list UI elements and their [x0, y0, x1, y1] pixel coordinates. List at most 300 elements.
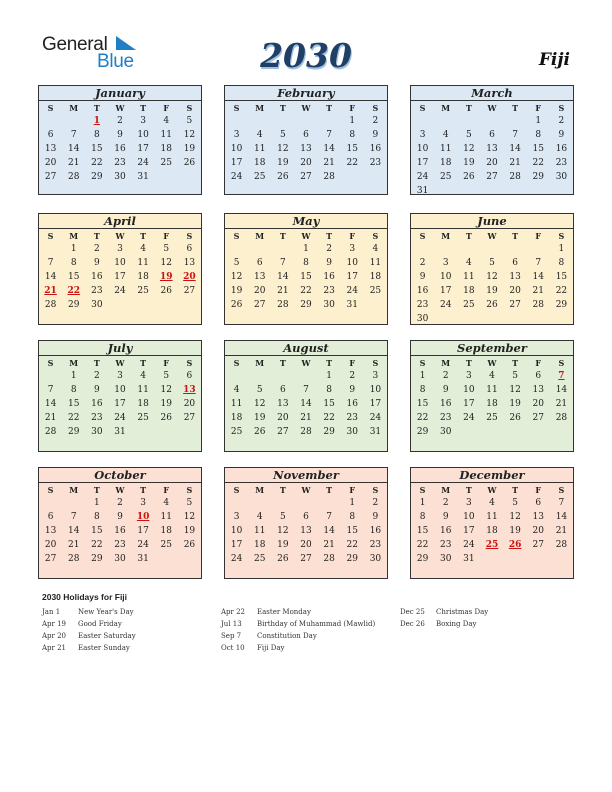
day-cell: 13: [532, 385, 544, 395]
month-march: [410, 85, 574, 195]
day-cell: 25: [137, 286, 149, 296]
day-cell: 1: [419, 498, 426, 508]
weekday-label: M: [69, 357, 79, 368]
day-cell: 14: [67, 144, 80, 154]
empty-cell: [294, 496, 317, 510]
day-cell: 15: [416, 526, 429, 536]
day-cell: 5: [186, 498, 193, 508]
day-cell: 19: [486, 286, 498, 296]
month-title: February: [225, 86, 387, 101]
weekday-label: F: [163, 102, 170, 113]
weekday-label: T: [465, 357, 472, 368]
empty-cell: [457, 242, 480, 256]
day-cell: 15: [91, 144, 103, 154]
empty-cell: [178, 552, 201, 566]
day-cell: 11: [137, 258, 149, 268]
day-cell: 26: [230, 300, 243, 310]
empty-cell: [178, 170, 201, 184]
day-cell: 4: [233, 385, 240, 395]
weekday-label: T: [326, 484, 333, 495]
day-cell: 2: [419, 258, 426, 268]
day-cell: 16: [346, 399, 358, 409]
empty-cell: [178, 298, 201, 312]
empty-cell: [504, 184, 527, 198]
day-cell: 9: [326, 258, 332, 268]
day-cell: 9: [419, 272, 426, 282]
holiday-row: [221, 618, 375, 630]
weekday-label: M: [69, 102, 79, 113]
day-cell: 22: [300, 286, 312, 296]
day-cell: 15: [346, 144, 358, 154]
day-cell: 28: [555, 540, 568, 550]
month-august: [224, 340, 388, 452]
day-cell: 11: [253, 526, 266, 536]
day-cell: 7: [558, 371, 565, 381]
day-cell: 14: [509, 144, 521, 154]
day-cell: 21: [44, 413, 57, 423]
weekday-label: F: [163, 484, 170, 495]
day-cell: 30: [416, 314, 429, 324]
empty-cell: [155, 298, 178, 312]
holiday-row: [221, 606, 375, 618]
day-cell: 24: [230, 554, 243, 564]
empty-cell: [155, 552, 178, 566]
day-cell: 16: [91, 399, 103, 409]
empty-cell: [457, 184, 480, 198]
day-cell: 19: [160, 272, 173, 282]
weekday-label: T: [279, 230, 286, 241]
day-cell: 27: [300, 554, 312, 564]
day-cell: 5: [233, 258, 240, 268]
day-cell: 1: [349, 498, 356, 508]
day-cell: 26: [508, 540, 522, 550]
holiday-name: Easter Saturday: [78, 632, 136, 640]
month-september: [410, 340, 574, 452]
weekday-label: S: [372, 230, 379, 241]
day-cell: 16: [555, 144, 568, 154]
weekday-label: S: [47, 102, 54, 113]
day-cell: 21: [509, 158, 521, 168]
day-cell: 29: [91, 172, 103, 182]
weekday-label: S: [558, 230, 565, 241]
day-cell: 29: [532, 172, 544, 182]
empty-cell: [248, 114, 271, 128]
day-cell: 24: [114, 413, 126, 423]
weekday-label: S: [372, 357, 379, 368]
weekday-label: T: [140, 357, 147, 368]
day-cell: 28: [555, 413, 568, 423]
empty-cell: [527, 552, 550, 566]
empty-cell: [527, 184, 550, 198]
day-cell: 18: [160, 526, 172, 536]
day-cell: 26: [160, 413, 172, 423]
day-cell: 29: [416, 554, 429, 564]
day-cell: 19: [160, 399, 172, 409]
day-cell: 17: [137, 526, 149, 536]
day-cell: 16: [369, 526, 382, 536]
day-cell: 30: [439, 427, 452, 437]
holiday-name: Easter Sunday: [78, 644, 130, 652]
day-cell: 22: [91, 158, 103, 168]
empty-cell: [480, 184, 503, 198]
day-cell: 1: [93, 498, 100, 508]
day-cell: 10: [137, 130, 149, 140]
day-cell: 3: [465, 498, 472, 508]
day-cell: 13: [44, 526, 57, 536]
day-cell: 14: [555, 385, 568, 395]
day-cell: 2: [349, 371, 356, 381]
day-cell: 19: [183, 144, 196, 154]
day-cell: 30: [114, 554, 126, 564]
weekday-label: S: [419, 230, 426, 241]
day-cell: 14: [67, 526, 80, 536]
day-cell: 23: [369, 158, 382, 168]
day-cell: 14: [44, 399, 57, 409]
day-cell: 3: [419, 130, 426, 140]
day-cell: 4: [489, 371, 495, 381]
holiday-row: [42, 642, 136, 654]
day-cell: 8: [303, 258, 309, 268]
day-cell: 2: [442, 371, 449, 381]
holiday-name: Constitution Day: [257, 632, 317, 640]
day-cell: 2: [442, 498, 449, 508]
holiday-name: Boxing Day: [436, 620, 477, 628]
empty-cell: [527, 242, 550, 256]
day-cell: 9: [442, 385, 449, 395]
empty-cell: [341, 170, 364, 184]
day-cell: 10: [346, 258, 358, 268]
day-cell: 8: [419, 512, 426, 522]
day-cell: 9: [117, 130, 123, 140]
holiday-column: [400, 606, 488, 630]
day-cell: 6: [512, 258, 518, 268]
day-cell: 23: [114, 158, 126, 168]
holiday-date: Sep 7: [221, 632, 242, 640]
day-cell: 30: [346, 427, 358, 437]
day-cell: 18: [439, 158, 452, 168]
day-cell: 8: [535, 130, 542, 140]
day-cell: 5: [163, 244, 170, 254]
calendar-year: 2030: [260, 36, 352, 75]
holiday-name: Good Friday: [78, 620, 122, 628]
day-cell: 12: [277, 526, 289, 536]
day-cell: 30: [323, 300, 335, 310]
day-cell: 10: [114, 258, 126, 268]
empty-cell: [225, 114, 248, 128]
holiday-name: Easter Monday: [257, 608, 311, 616]
empty-cell: [550, 184, 573, 198]
day-cell: 28: [300, 427, 312, 437]
day-cell: 23: [439, 540, 452, 550]
day-cell: 10: [369, 385, 382, 395]
holiday-row: [221, 630, 375, 642]
day-cell: 21: [67, 158, 80, 168]
empty-cell: [364, 170, 387, 184]
day-cell: 1: [558, 244, 565, 254]
day-cell: 25: [439, 172, 452, 182]
empty-cell: [248, 496, 271, 510]
day-cell: 7: [279, 258, 286, 268]
day-cell: 20: [300, 158, 312, 168]
day-cell: 12: [253, 399, 266, 409]
day-cell: 28: [67, 172, 80, 182]
empty-cell: [411, 242, 434, 256]
weekday-label: S: [558, 102, 565, 113]
day-cell: 6: [303, 512, 309, 522]
month-title: June: [411, 214, 573, 229]
weekday-label: T: [326, 102, 333, 113]
day-cell: 21: [277, 286, 289, 296]
day-cell: 4: [372, 244, 379, 254]
day-cell: 1: [535, 116, 542, 126]
day-cell: 19: [277, 540, 289, 550]
day-cell: 29: [67, 427, 80, 437]
empty-cell: [457, 425, 480, 439]
day-cell: 6: [47, 512, 54, 522]
day-cell: 27: [532, 540, 544, 550]
day-cell: 4: [465, 258, 472, 268]
day-cell: 5: [465, 130, 472, 140]
day-cell: 13: [509, 272, 521, 282]
day-cell: 25: [253, 554, 266, 564]
empty-cell: [225, 496, 248, 510]
empty-cell: [457, 312, 480, 326]
day-cell: 12: [509, 385, 521, 395]
brand-logo: [40, 34, 150, 74]
empty-cell: [39, 114, 62, 128]
day-cell: 16: [114, 526, 126, 536]
month-july: [38, 340, 202, 452]
day-cell: 1: [326, 371, 332, 381]
weekday-label: M: [255, 357, 265, 368]
weekday-label: T: [512, 484, 519, 495]
day-cell: 23: [369, 540, 382, 550]
day-cell: 16: [439, 526, 452, 536]
holiday-name: Birthday of Muhammad (Mawlid): [257, 620, 376, 628]
day-cell: 3: [372, 371, 379, 381]
day-cell: 12: [486, 272, 498, 282]
empty-cell: [155, 170, 178, 184]
day-cell: 26: [160, 286, 172, 296]
day-cell: 7: [47, 385, 54, 395]
day-cell: 31: [463, 554, 475, 564]
day-cell: 15: [67, 272, 80, 282]
day-cell: 26: [277, 554, 289, 564]
day-cell: 2: [93, 244, 100, 254]
weekday-label: T: [140, 230, 147, 241]
holiday-date: Apr 21: [42, 644, 67, 652]
brand-triangle-icon: [114, 36, 136, 52]
day-cell: 19: [463, 158, 475, 168]
day-cell: 22: [416, 540, 429, 550]
day-cell: 18: [160, 144, 172, 154]
day-cell: 2: [93, 371, 100, 381]
holiday-name: Fiji Day: [257, 644, 285, 652]
day-cell: 1: [93, 116, 100, 126]
month-february: [224, 85, 388, 195]
day-cell: 25: [486, 413, 498, 423]
day-cell: 13: [486, 144, 498, 154]
day-cell: 30: [114, 172, 126, 182]
holiday-date: Dec 26: [400, 620, 425, 628]
day-cell: 27: [509, 300, 521, 310]
weekday-label: S: [233, 357, 240, 368]
day-cell: 7: [558, 498, 565, 508]
day-cell: 4: [140, 371, 146, 381]
day-cell: 31: [416, 186, 429, 196]
day-cell: 7: [47, 258, 54, 268]
day-cell: 21: [555, 399, 568, 409]
holiday-column: [221, 606, 375, 654]
day-cell: 17: [439, 286, 452, 296]
day-cell: 12: [277, 144, 289, 154]
holiday-column: [42, 606, 136, 654]
day-cell: 23: [416, 300, 429, 310]
day-cell: 2: [372, 116, 379, 126]
day-cell: 14: [277, 272, 289, 282]
day-cell: 22: [532, 158, 544, 168]
holiday-row: [221, 642, 375, 654]
day-cell: 18: [253, 540, 266, 550]
empty-cell: [225, 369, 248, 383]
holiday-date: Jul 13: [221, 620, 242, 628]
day-cell: 8: [349, 130, 356, 140]
weekday-label: T: [140, 484, 147, 495]
day-cell: 28: [323, 554, 335, 564]
day-cell: 11: [369, 258, 382, 268]
empty-cell: [480, 425, 503, 439]
day-cell: 26: [277, 172, 289, 182]
weekday-label: T: [93, 230, 100, 241]
day-cell: 9: [93, 385, 100, 395]
day-cell: 5: [279, 130, 286, 140]
day-cell: 25: [253, 172, 266, 182]
weekday-label: M: [441, 102, 451, 113]
day-cell: 17: [463, 399, 475, 409]
holiday-date: Apr 22: [221, 608, 246, 616]
empty-cell: [504, 425, 527, 439]
day-cell: 17: [416, 158, 429, 168]
day-cell: 15: [300, 272, 312, 282]
day-cell: 13: [253, 272, 266, 282]
empty-cell: [457, 114, 480, 128]
day-cell: 14: [44, 272, 57, 282]
day-cell: 5: [489, 258, 495, 268]
weekday-label: W: [115, 230, 125, 241]
month-title: October: [39, 468, 201, 483]
holiday-row: [42, 618, 136, 630]
day-cell: 15: [67, 399, 80, 409]
weekday-label: S: [47, 357, 54, 368]
day-cell: 19: [183, 526, 196, 536]
day-cell: 22: [555, 286, 568, 296]
day-cell: 3: [140, 498, 146, 508]
day-cell: 15: [346, 526, 358, 536]
day-cell: 8: [93, 130, 100, 140]
day-cell: 22: [323, 413, 335, 423]
day-cell: 27: [532, 413, 544, 423]
weekday-label: S: [47, 230, 54, 241]
day-cell: 24: [230, 172, 243, 182]
day-cell: 28: [277, 300, 289, 310]
weekday-label: S: [233, 484, 240, 495]
empty-cell: [480, 312, 503, 326]
day-cell: 10: [114, 385, 126, 395]
holidays-title: 2030 Holidays for Fiji: [42, 592, 128, 602]
day-cell: 29: [416, 427, 429, 437]
day-cell: 13: [44, 144, 57, 154]
day-cell: 21: [323, 540, 335, 550]
day-cell: 27: [277, 427, 289, 437]
day-cell: 24: [369, 413, 382, 423]
day-cell: 19: [277, 158, 289, 168]
weekday-label: W: [301, 357, 311, 368]
empty-cell: [62, 114, 85, 128]
day-cell: 20: [44, 540, 57, 550]
day-cell: 25: [485, 540, 499, 550]
day-cell: 22: [67, 413, 80, 423]
month-may: [224, 213, 388, 325]
day-cell: 10: [416, 144, 429, 154]
weekday-label: S: [233, 102, 240, 113]
day-cell: 28: [44, 427, 57, 437]
day-cell: 9: [117, 512, 123, 522]
empty-cell: [550, 312, 573, 326]
day-cell: 22: [67, 286, 80, 296]
empty-cell: [550, 552, 573, 566]
day-cell: 1: [419, 371, 426, 381]
day-cell: 17: [230, 158, 243, 168]
holiday-date: Oct 10: [221, 644, 245, 652]
day-cell: 31: [346, 300, 358, 310]
day-cell: 21: [44, 286, 57, 296]
weekday-label: F: [349, 484, 356, 495]
brand-word-blue: Blue: [97, 51, 134, 72]
day-cell: 24: [463, 540, 475, 550]
empty-cell: [480, 552, 503, 566]
day-cell: 6: [186, 244, 193, 254]
weekday-label: W: [487, 230, 497, 241]
day-cell: 11: [160, 130, 172, 140]
day-cell: 10: [463, 385, 475, 395]
day-cell: 6: [47, 130, 54, 140]
day-cell: 18: [137, 272, 149, 282]
weekday-label: S: [419, 484, 426, 495]
weekday-label: T: [93, 357, 100, 368]
day-cell: 4: [489, 498, 495, 508]
empty-cell: [527, 312, 550, 326]
day-cell: 29: [323, 427, 335, 437]
day-cell: 22: [346, 540, 358, 550]
day-cell: 12: [230, 272, 243, 282]
empty-cell: [225, 242, 248, 256]
empty-cell: [434, 242, 457, 256]
month-title: July: [39, 341, 201, 356]
weekday-label: T: [512, 230, 519, 241]
day-cell: 19: [509, 526, 521, 536]
day-cell: 22: [416, 413, 429, 423]
day-cell: 13: [532, 512, 544, 522]
weekday-label: M: [255, 230, 265, 241]
day-cell: 1: [70, 244, 77, 254]
day-cell: 18: [463, 286, 475, 296]
day-cell: 31: [137, 554, 149, 564]
day-cell: 17: [369, 399, 382, 409]
day-cell: 27: [183, 413, 196, 423]
day-cell: 17: [137, 144, 149, 154]
day-cell: 24: [137, 540, 149, 550]
day-cell: 13: [183, 385, 196, 395]
